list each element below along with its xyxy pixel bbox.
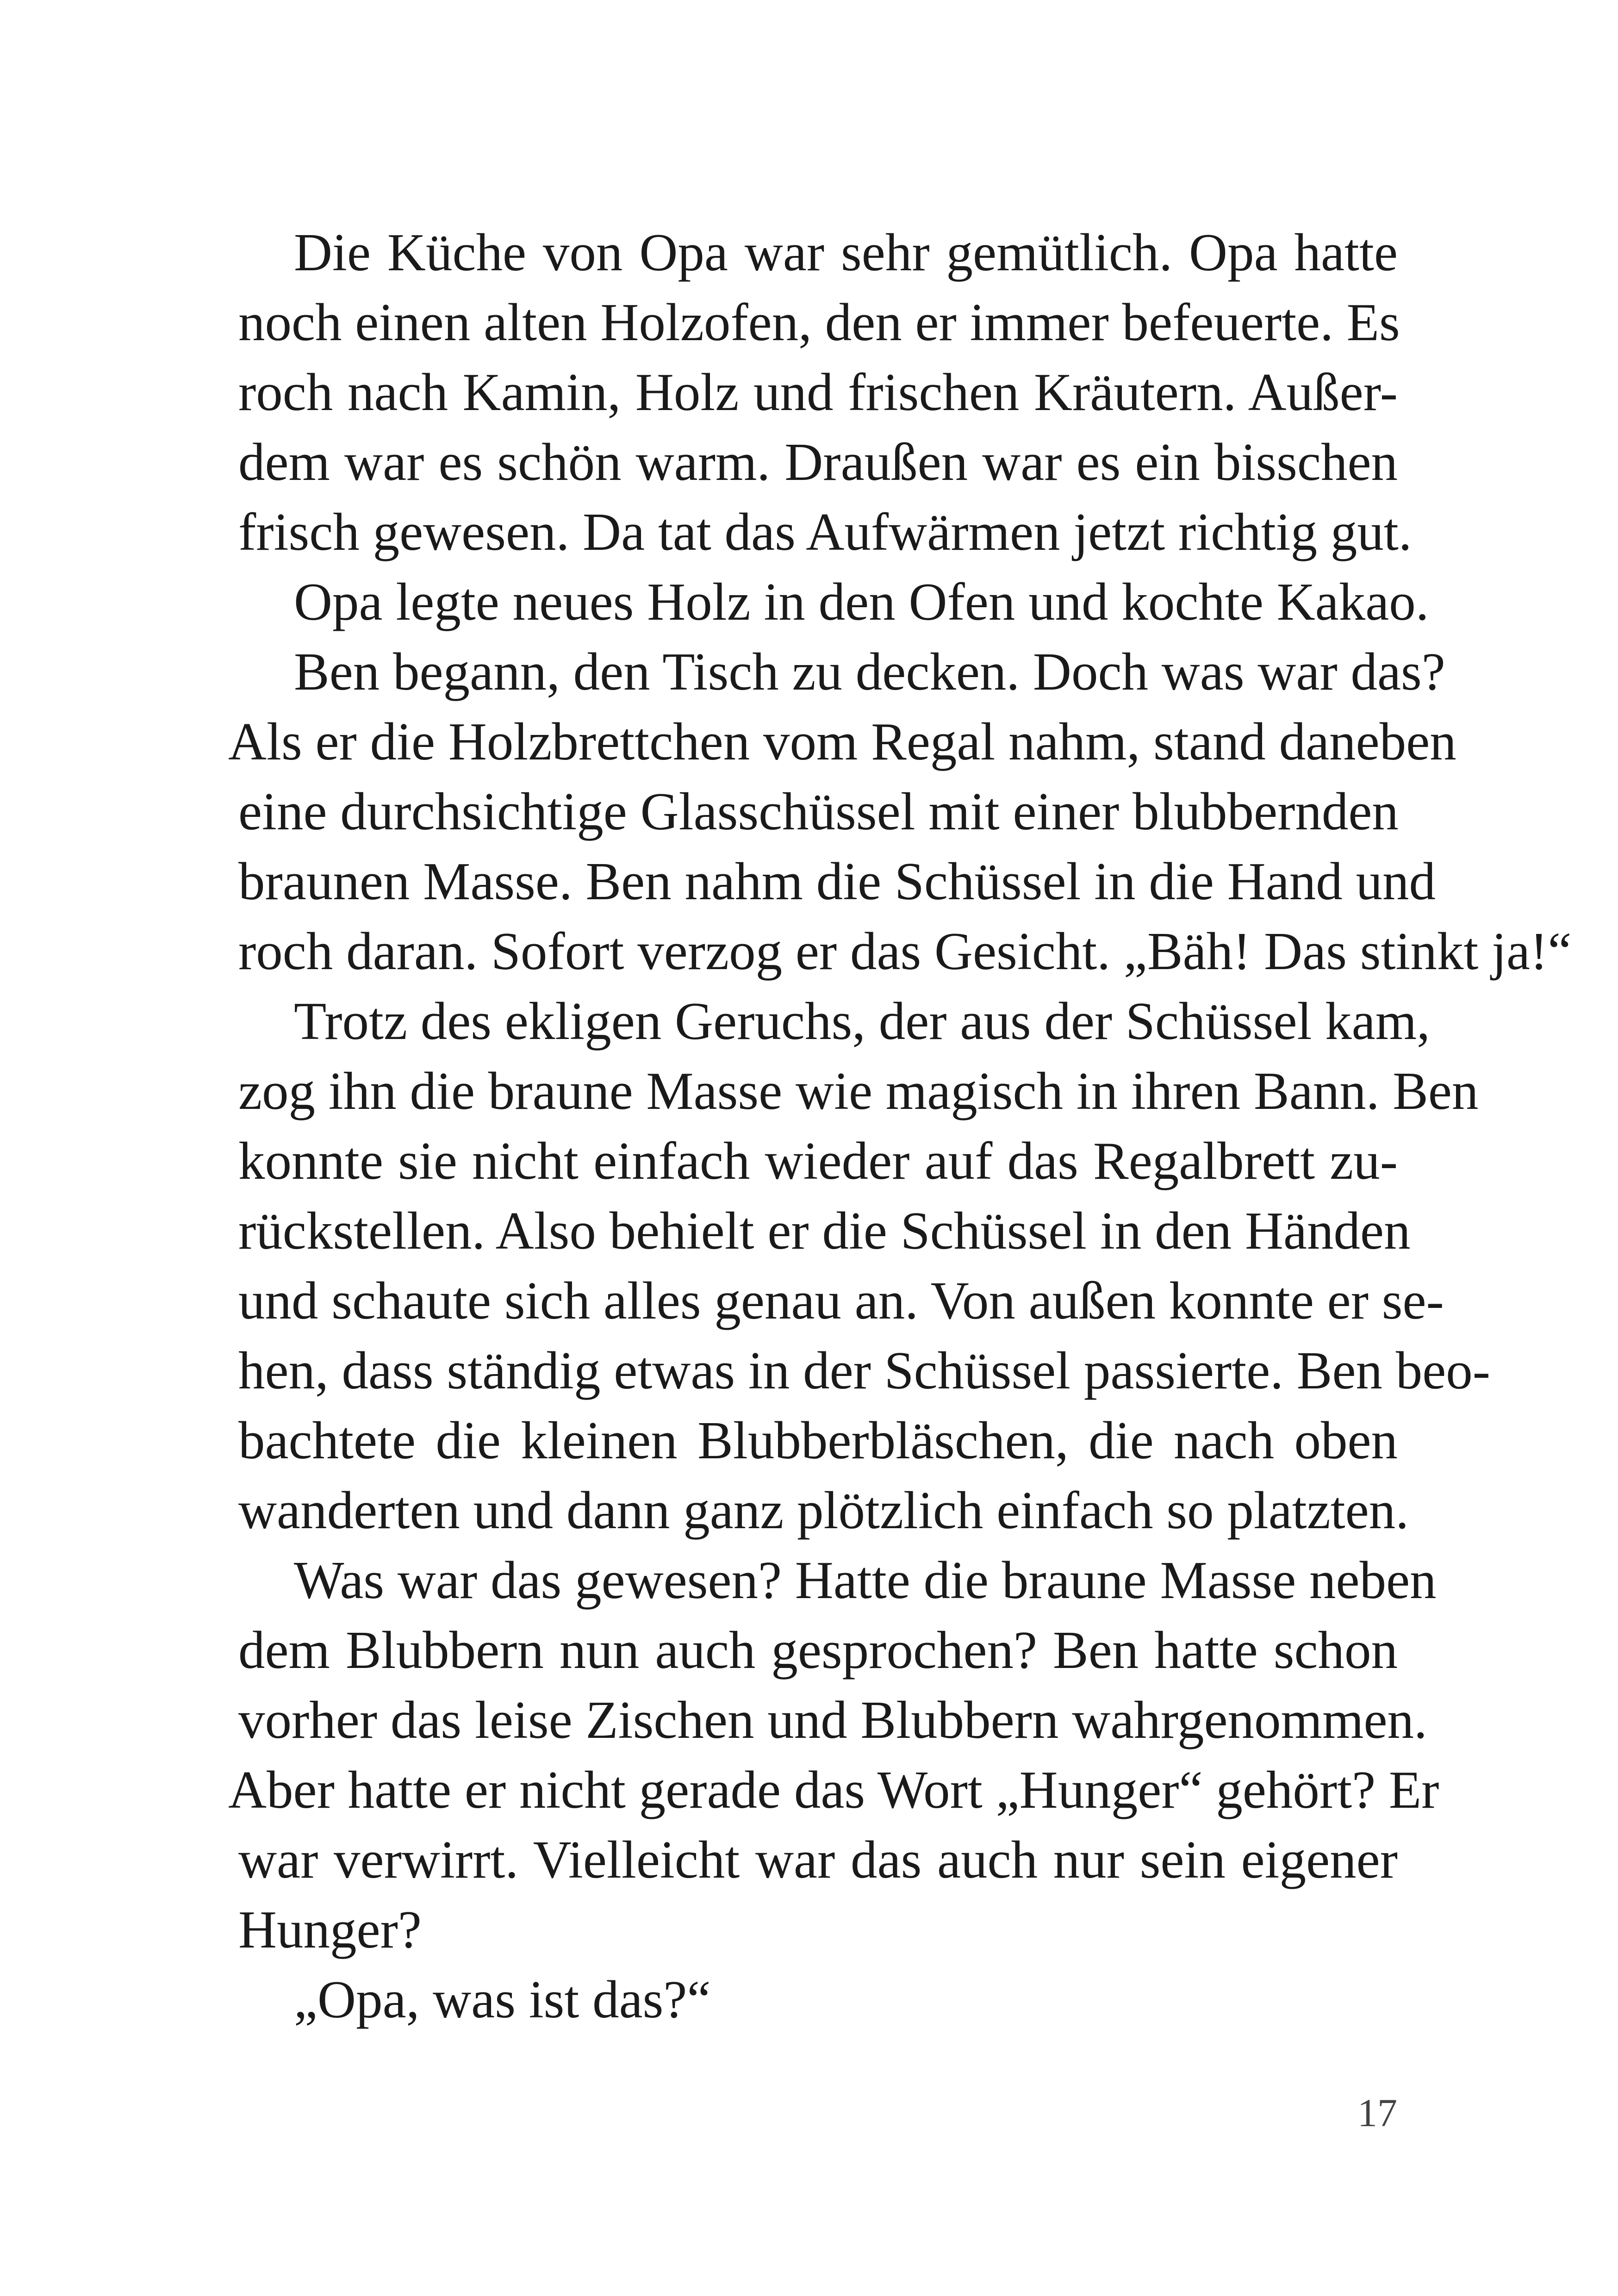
text-line-7: Ben begann, den Tisch zu decken. Doch was war das? — [294, 642, 1445, 701]
text-line-26: „Opa, was ist das?“ — [294, 1970, 711, 2029]
text-line-14: konnte sie nicht einfach wieder auf das Regalbrett zu- — [238, 1132, 1398, 1190]
text-line-13: zog ihn die braune Masse wie magisch in ihren Bann. Ben — [238, 1062, 1479, 1120]
text-line-15: rückstellen. Also behielt er die Schüssel in den Händen — [238, 1201, 1411, 1260]
page-number: 17 — [1357, 2091, 1397, 2135]
text-line-19: wanderten und dann ganz plötzlich einfach so platzten. — [238, 1481, 1409, 1540]
text-line-16: und schaute sich alles genau an. Von außen konnte er se- — [238, 1271, 1444, 1330]
text-line-20: Was war das gewesen? Hatte die braune Masse neben — [294, 1551, 1437, 1610]
text-line-5: frisch gewesen. Da tat das Aufwärmen jetzt richtig gut. — [238, 503, 1412, 561]
text-line-12: Trotz des ekligen Geruchs, der aus der Schüssel kam, — [294, 992, 1430, 1051]
text-line-18: bachtete die kleinen Blubberbläschen, die nach oben — [238, 1411, 1398, 1470]
text-line-25: Hunger? — [238, 1900, 422, 1959]
text-line-23: Aber hatte er nicht gerade das Wort „Hunger“ gehört? Er — [228, 1761, 1439, 1819]
text-line-2: noch einen alten Holzofen, den er immer befeuerte. Es — [238, 293, 1400, 352]
text-line-21: dem Blubbern nun auch gesprochen? Ben hatte schon — [238, 1621, 1398, 1680]
text-line-10: braunen Masse. Ben nahm die Schüssel in die Hand und — [238, 852, 1436, 911]
text-line-17: hen, dass ständig etwas in der Schüssel passierte. Ben beo- — [238, 1341, 1491, 1400]
text-line-1: Die Küche von Opa war sehr gemütlich. Opa hatte — [294, 223, 1398, 282]
text-line-9: eine durchsichtige Glasschüssel mit einer blubbernden — [238, 782, 1399, 841]
body-text — [228, 218, 1572, 2035]
text-line-24: war verwirrt. Vielleicht war das auch nur sein eigener — [238, 1830, 1398, 1889]
text-line-6: Opa legte neues Holz in den Ofen und kochte Kakao. — [294, 572, 1429, 631]
text-line-8: Als er die Holzbrettchen vom Regal nahm, stand daneben — [228, 712, 1456, 771]
text-line-4: dem war es schön warm. Draußen war es ein bisschen — [238, 433, 1398, 492]
text-line-11: roch daran. Sofort verzog er das Gesicht. „Bäh! Das stinkt ja!“ — [238, 922, 1572, 981]
text-line-22: vorher das leise Zischen und Blubbern wahrgenommen. — [238, 1691, 1427, 1749]
text-line-3: roch nach Kamin, Holz und frischen Kräutern. Außer- — [238, 363, 1398, 422]
